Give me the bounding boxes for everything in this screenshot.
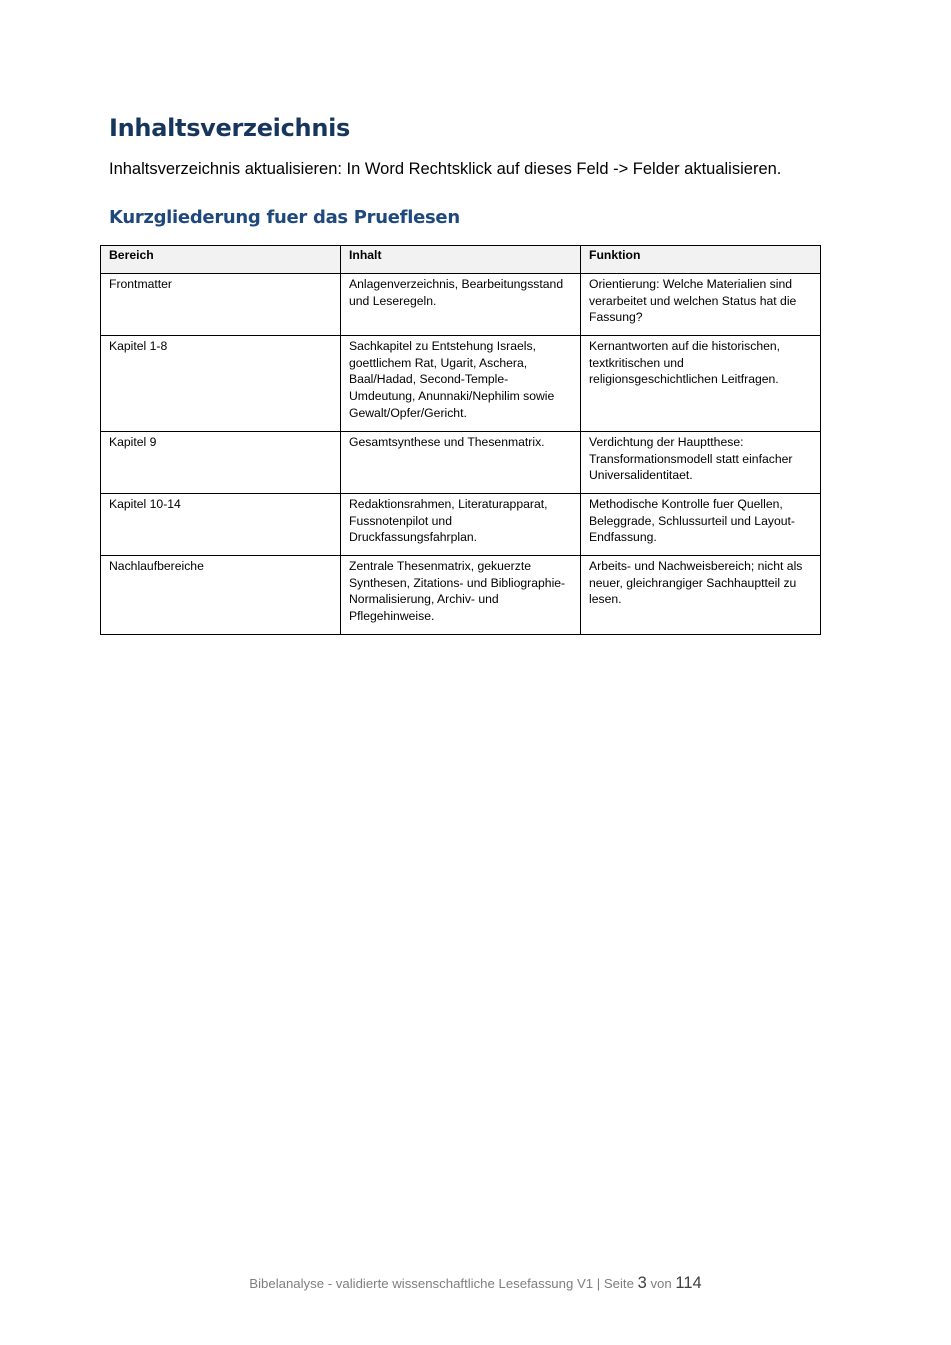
cell-funktion: Kernantworten auf die historischen, textkritischen und religionsgeschichtlichen Leitfragen. xyxy=(581,336,821,432)
table-row xyxy=(101,274,821,336)
column-header-funktion: Funktion xyxy=(581,246,821,274)
cell-inhalt: Sachkapitel zu Entstehung Israels, goettlichem Rat, Ugarit, Aschera, Baal/Hadad, Second-Temple-Umdeutung, Anunnaki/Nephilim sowie Gewalt/Opfer/Gericht. xyxy=(341,336,581,432)
cell-bereich: Frontmatter xyxy=(101,274,341,336)
page-footer xyxy=(0,1272,951,1295)
cell-funktion: Methodische Kontrolle fuer Quellen, Beleggrade, Schlussurteil und Layout-Endfassung. xyxy=(581,494,821,556)
cell-bereich: Kapitel 1-8 xyxy=(101,336,341,432)
cell-funktion: Verdichtung der Hauptthese: Transformationsmodell statt einfacher Universalidentitaet. xyxy=(581,432,821,494)
cell-inhalt: Redaktionsrahmen, Literaturapparat, Fussnotenpilot und Druckfassungsfahrplan. xyxy=(341,494,581,556)
footer-total-pages: 114 xyxy=(675,1274,702,1292)
page-heading: Inhaltsverzeichnis xyxy=(109,114,351,142)
footer-page-label: Seite xyxy=(603,1276,638,1291)
cell-funktion: Orientierung: Welche Materialien sind verarbeitet und welchen Status hat die Fassung? xyxy=(581,274,821,336)
table-row xyxy=(101,556,821,635)
cell-bereich: Kapitel 10-14 xyxy=(101,494,341,556)
column-header-bereich: Bereich xyxy=(101,246,341,274)
footer-page-number: 3 xyxy=(637,1274,647,1292)
table-row xyxy=(101,432,821,494)
cell-inhalt: Gesamtsynthese und Thesenmatrix. xyxy=(341,432,581,494)
column-header-inhalt: Inhalt xyxy=(341,246,581,274)
cell-bereich: Kapitel 9 xyxy=(101,432,341,494)
footer-document-title: Bibelanalyse - validierte wissenschaftliche Lesefassung V1 xyxy=(249,1276,594,1291)
cell-inhalt: Zentrale Thesenmatrix, gekuerzte Synthesen, Zitations- und Bibliographie-Normalisierung, Archiv- und Pflegehinweise. xyxy=(341,556,581,635)
section-heading: Kurzgliederung fuer das Prueflesen xyxy=(109,207,460,228)
outline-table xyxy=(100,245,821,635)
table-row xyxy=(101,494,821,556)
table-header-row xyxy=(101,246,821,274)
toc-update-instruction: Inhaltsverzeichnis aktualisieren: In Word Rechtsklick auf dieses Feld -> Felder aktualisieren. xyxy=(109,160,782,178)
cell-bereich: Nachlaufbereiche xyxy=(101,556,341,635)
table-row xyxy=(101,336,821,432)
cell-inhalt: Anlagenverzeichnis, Bearbeitungsstand und Leseregeln. xyxy=(341,274,581,336)
footer-separator: | xyxy=(593,1276,604,1291)
cell-funktion: Arbeits- und Nachweisbereich; nicht als neuer, gleichrangiger Sachhauptteil zu lesen. xyxy=(581,556,821,635)
footer-of-label: von xyxy=(646,1276,676,1291)
